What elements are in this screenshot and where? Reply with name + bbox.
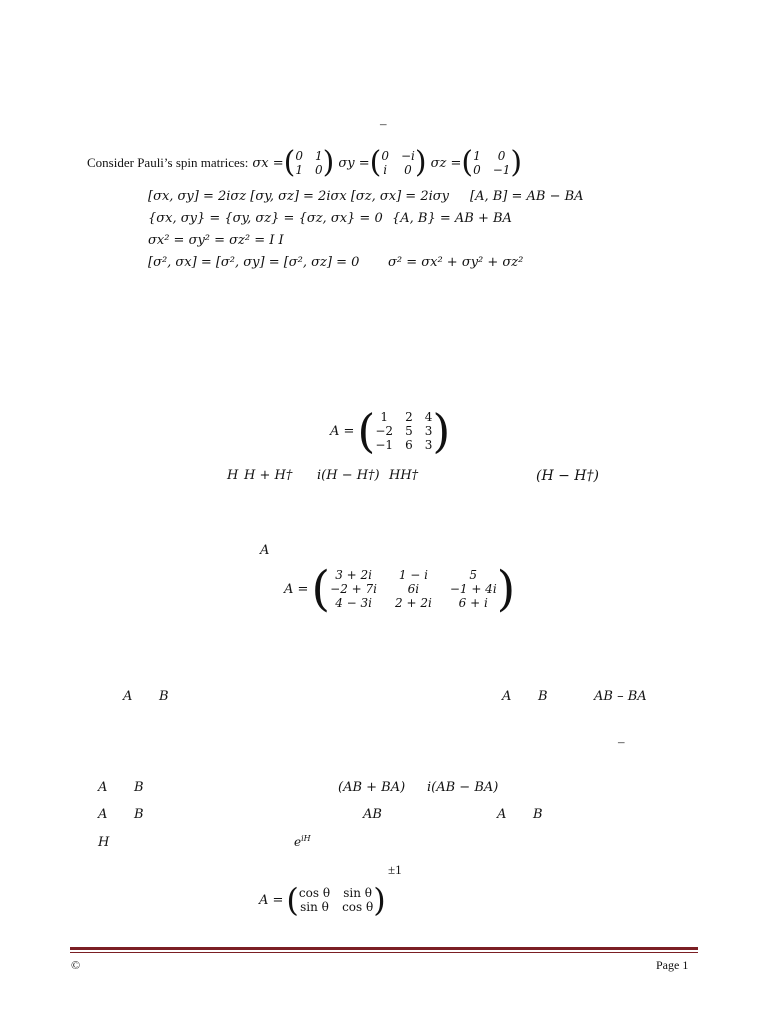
casimir-relation: [σ², σx] = [σ², σy] = [σ², σz] = 0 xyxy=(148,255,360,270)
matrix-a-real: A = ( 1 2 4 −2 5 3 −1 6 3 ) xyxy=(330,404,451,458)
h-minus-hdagger: (H − H†) xyxy=(536,468,599,484)
sz-cell: 0 xyxy=(473,163,481,177)
rotation-label: A = xyxy=(259,892,284,908)
sz-cell: −1 xyxy=(492,163,511,177)
sx-cell: 1 xyxy=(315,149,323,163)
sy-cell: i xyxy=(383,163,388,177)
ab-line-a1: A xyxy=(123,689,133,704)
square-relation: σx² = σy² = σz² = I I xyxy=(148,233,284,248)
matrix2-cell: 3 + 2i xyxy=(335,568,372,582)
matrix1-cell: 4 xyxy=(424,410,433,424)
pauli-line xyxy=(87,145,523,180)
pauli-intro: Consider Pauli’s spin matrices: xyxy=(87,155,249,170)
sx-cell: 0 xyxy=(295,149,303,163)
matrix1-cell: 3 xyxy=(424,438,433,452)
sx-cell: 1 xyxy=(295,163,303,177)
ab-line-a2: A xyxy=(502,689,512,704)
anticommutator-definition: {A, B} = AB + BA xyxy=(392,211,512,226)
matrix2-cell: 6 + i xyxy=(458,596,488,610)
matrix2-cell: 5 xyxy=(469,568,478,582)
matrix-a-complex: A = ( 3 + 2i 1 − i 5 −2 + 7i 6i −1 + 4i 4 − 3i 2 + 2i 6 + i ) xyxy=(284,561,516,617)
i-h-minus-hdagger: i(H − H†) xyxy=(317,468,380,483)
matrix1-cell: 6 xyxy=(405,438,413,452)
sx-label: σx = xyxy=(252,155,284,171)
matrix2-cell: 1 − i xyxy=(398,568,428,582)
ab3-b2: B xyxy=(533,807,543,822)
matrix-complex-label: A = xyxy=(284,581,309,597)
i-ab-minus-ba: i(AB − BA) xyxy=(427,780,499,795)
dash-mark: – xyxy=(618,734,625,749)
rotation-matrix: A = ( cos θ sin θ sin θ cos θ ) xyxy=(259,881,386,919)
copyright-symbol: © xyxy=(71,958,81,972)
ab3-a2: A xyxy=(497,807,507,822)
casimir-definition: σ² = σx² + σy² + σz² xyxy=(388,255,524,270)
sz-cell: 1 xyxy=(473,149,481,163)
ab-commutator: AB – BA xyxy=(594,689,647,704)
sy-label: σy = xyxy=(338,155,370,171)
ab-plus-ba: (AB + BA) xyxy=(338,780,406,795)
page-number: Page 1 xyxy=(656,958,689,972)
matrix1-cell: −2 xyxy=(375,424,394,438)
matrix1-cell: −1 xyxy=(375,438,394,452)
matrix3-cell: cos θ xyxy=(298,886,331,900)
h-hdagger: HH† xyxy=(389,468,419,483)
sz-cell: 0 xyxy=(497,149,506,163)
sy-cell: −i xyxy=(400,149,415,163)
sx-cell: 0 xyxy=(315,163,323,177)
plus-minus-one: ±1 xyxy=(388,862,402,877)
matrix1-cell: 1 xyxy=(380,410,389,424)
matrix-complex-a-symbol: A xyxy=(260,543,270,558)
anticommutator-relations: {σx, σy} = {σy, σz} = {σz, σx} = 0 xyxy=(148,211,383,226)
exp-ih: $e^{iH}$ xyxy=(294,834,311,849)
commutator-definition: [A, B] = AB − BA xyxy=(470,189,584,204)
matrix2-cell: −2 + 7i xyxy=(330,582,378,596)
header-dash: – xyxy=(380,116,387,131)
matrix2-cell: 4 − 3i xyxy=(335,596,372,610)
matrix3-cell: sin θ xyxy=(343,886,373,900)
sx-matrix: ( 0 1 1 0 ) xyxy=(283,145,335,180)
h-plus-hdagger: H + H† xyxy=(244,468,293,483)
footer-rule-thin xyxy=(70,952,698,953)
footer-rule-thick xyxy=(70,947,698,950)
ab-line-b2: B xyxy=(538,689,548,704)
ab3-b: B xyxy=(134,807,144,822)
h-symbol: H xyxy=(227,468,239,483)
matrix3-cell: sin θ xyxy=(300,900,329,914)
matrix1-cell: 2 xyxy=(405,410,413,424)
matrix1-cell: 5 xyxy=(405,424,413,438)
matrix2-cell: 6i xyxy=(407,582,420,596)
sz-label: σz = xyxy=(430,155,462,171)
h2-symbol: H xyxy=(98,835,110,850)
matrix1-cell: 3 xyxy=(424,424,433,438)
sy-matrix: ( 0 −i i 0 ) xyxy=(369,145,427,180)
sz-matrix: ( 1 0 0 −1 ) xyxy=(461,145,523,180)
sy-cell: 0 xyxy=(381,149,389,163)
ab-product: AB xyxy=(363,807,382,822)
matrix2-cell: −1 + 4i xyxy=(449,582,497,596)
matrix3-cell: cos θ xyxy=(342,900,374,914)
matrix2-cell: 2 + 2i xyxy=(395,596,432,610)
sy-cell: 0 xyxy=(404,163,412,177)
ab2-b: B xyxy=(134,780,144,795)
commutator-relations: [σx, σy] = 2iσz [σy, σz] = 2iσx [σz, σx] = 2iσy xyxy=(148,189,449,204)
ab2-a: A xyxy=(98,780,108,795)
ab3-a: A xyxy=(98,807,108,822)
matrix-a-label: A = xyxy=(330,423,355,439)
ab-line-b1: B xyxy=(159,689,169,704)
